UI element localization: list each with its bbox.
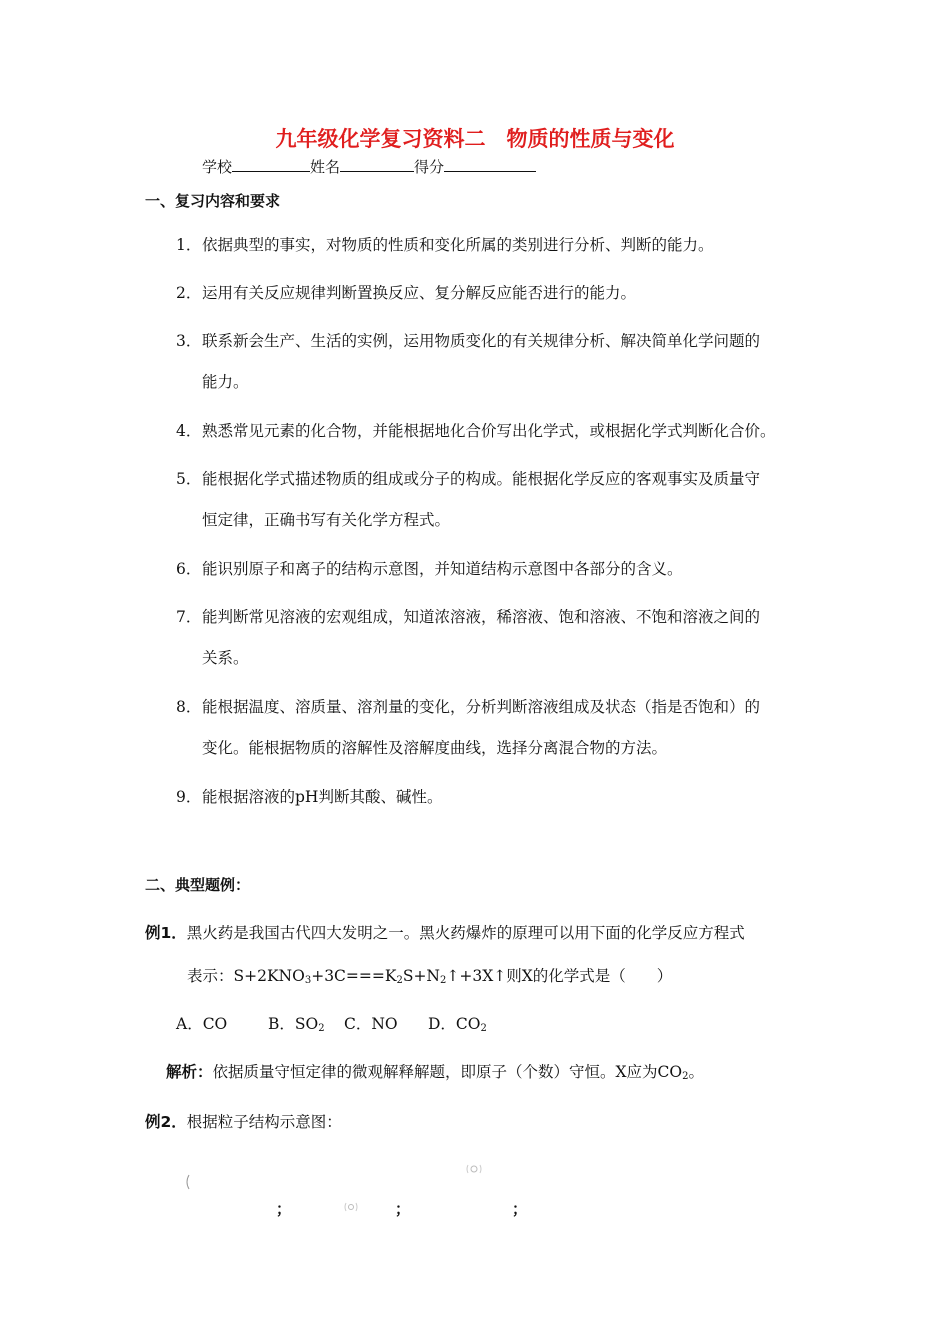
analysis-end: 。	[688, 1063, 705, 1081]
item-number: 8．	[176, 698, 202, 716]
item-text: 能判断常见溶液的宏观组成，知道浓溶液，稀溶液、饱和溶液、不饱和溶液之间的	[202, 608, 761, 626]
example1-analysis	[166, 1060, 704, 1082]
option-d-text: D．CO	[428, 1015, 481, 1033]
example2-text: 根据粒子结构示意图：	[186, 1113, 342, 1131]
section1-heading: 一、复习内容和要求	[145, 192, 281, 210]
separator: ；	[276, 1200, 292, 1218]
score-blank[interactable]	[444, 157, 536, 172]
equation-subscript: 2	[440, 975, 447, 986]
item-text: 熟悉常见元素的化合物，并能根据地化合价写出化学式，或根据化学式判断化合价。	[202, 422, 776, 440]
item-number: 4．	[176, 422, 202, 440]
separator: ；	[512, 1200, 528, 1218]
option-d-subscript: 2	[480, 1023, 487, 1034]
list-item	[176, 549, 836, 590]
option-b[interactable]	[268, 1012, 344, 1034]
equation-part: S+N	[402, 967, 440, 985]
analysis-label: 解析：	[166, 1063, 213, 1081]
item-continuation: 变化。能根据物质的溶解性及溶解度曲线，选择分离混合物的方法。	[202, 739, 668, 757]
item-continuation: 恒定律，正确书写有关化学方程式。	[202, 511, 451, 529]
analysis-subscript: 2	[682, 1071, 689, 1082]
item-text: 联系新会生产、生活的实例，运用物质变化的有关规律分析、解决简单化学问题的	[202, 332, 761, 350]
list-item	[176, 687, 836, 769]
nucleus-circle	[471, 1166, 477, 1172]
item-text: 能识别原子和离子的结构示意图，并知道结构示意图中各部分的含义。	[202, 560, 683, 578]
option-c[interactable]: C．NO	[344, 1015, 398, 1033]
example2-question	[145, 1110, 342, 1132]
item-number: 6．	[176, 560, 202, 578]
example1-equation	[187, 964, 672, 986]
nucleus-circle	[349, 1205, 354, 1210]
item-text: 能根据溶液的pH判断其酸、碱性。	[202, 788, 443, 806]
student-info-line	[202, 156, 536, 177]
list-item	[176, 459, 836, 541]
item-text: 能根据温度、溶质量、溶剂量的变化，分析判断溶液组成及状态（指是否饱和）的	[202, 698, 761, 716]
list-item	[176, 321, 836, 403]
example2-label: 例2．	[145, 1113, 187, 1131]
page-title: 九年级化学复习资料二 物质的性质与变化	[275, 127, 675, 151]
school-blank[interactable]	[232, 157, 310, 172]
particle-diagram-1	[183, 1174, 191, 1190]
option-b-text: B．SO	[268, 1015, 319, 1033]
equation-part: ↑+3X↑则X的化学式是（ ）	[446, 967, 673, 985]
option-d[interactable]	[428, 1012, 487, 1034]
item-continuation: 能力。	[202, 373, 249, 391]
equation-subscript: 3	[304, 975, 312, 986]
example1-options	[176, 1012, 487, 1034]
option-a[interactable]: A．CO	[176, 1015, 228, 1033]
item-text: 能根据化学式描述物质的组成或分子的构成。能根据化学反应的客观事实及质量守	[202, 470, 761, 488]
item-text: 依据典型的事实，对物质的性质和变化所属的类别进行分析、判断的能力。	[202, 236, 714, 254]
item-number: 3．	[176, 332, 202, 350]
particle-diagram-3	[344, 1200, 358, 1214]
equation-part: 表示：S+2KNO	[187, 967, 305, 985]
item-number: 9．	[176, 788, 202, 806]
item-number: 2．	[176, 284, 202, 302]
list-item	[176, 273, 836, 314]
equation-part: +3C===K	[311, 967, 397, 985]
separator: ；	[395, 1200, 411, 1218]
particle-arc	[187, 1175, 189, 1189]
score-label: 得分	[414, 158, 445, 176]
section2-heading: 二、典型题例：	[145, 876, 251, 894]
item-number: 5．	[176, 470, 202, 488]
list-item	[176, 597, 836, 679]
option-b-subscript: 2	[318, 1023, 325, 1034]
example1-text: 黑火药是我国古代四大发明之一。黑火药爆炸的原理可以用下面的化学反应方程式	[186, 924, 745, 942]
name-blank[interactable]	[340, 157, 414, 172]
example1-label: 例1．	[145, 924, 187, 942]
example1-question	[145, 921, 745, 943]
item-continuation: 关系。	[202, 649, 249, 667]
analysis-text: 依据质量守恒定律的微观解释解题，即原子（个数）守恒。X应为CO	[212, 1063, 683, 1081]
equation-subscript: 2	[396, 975, 403, 986]
list-item	[176, 225, 836, 266]
list-item	[176, 777, 836, 818]
item-number: 7．	[176, 608, 202, 626]
name-label: 姓名	[310, 158, 341, 176]
list-item	[176, 411, 836, 452]
school-label: 学校	[202, 158, 233, 176]
item-number: 1．	[176, 236, 202, 254]
item-text: 运用有关反应规律判断置换反应、复分解反应能否进行的能力。	[202, 284, 637, 302]
particle-diagram-2	[466, 1161, 482, 1177]
